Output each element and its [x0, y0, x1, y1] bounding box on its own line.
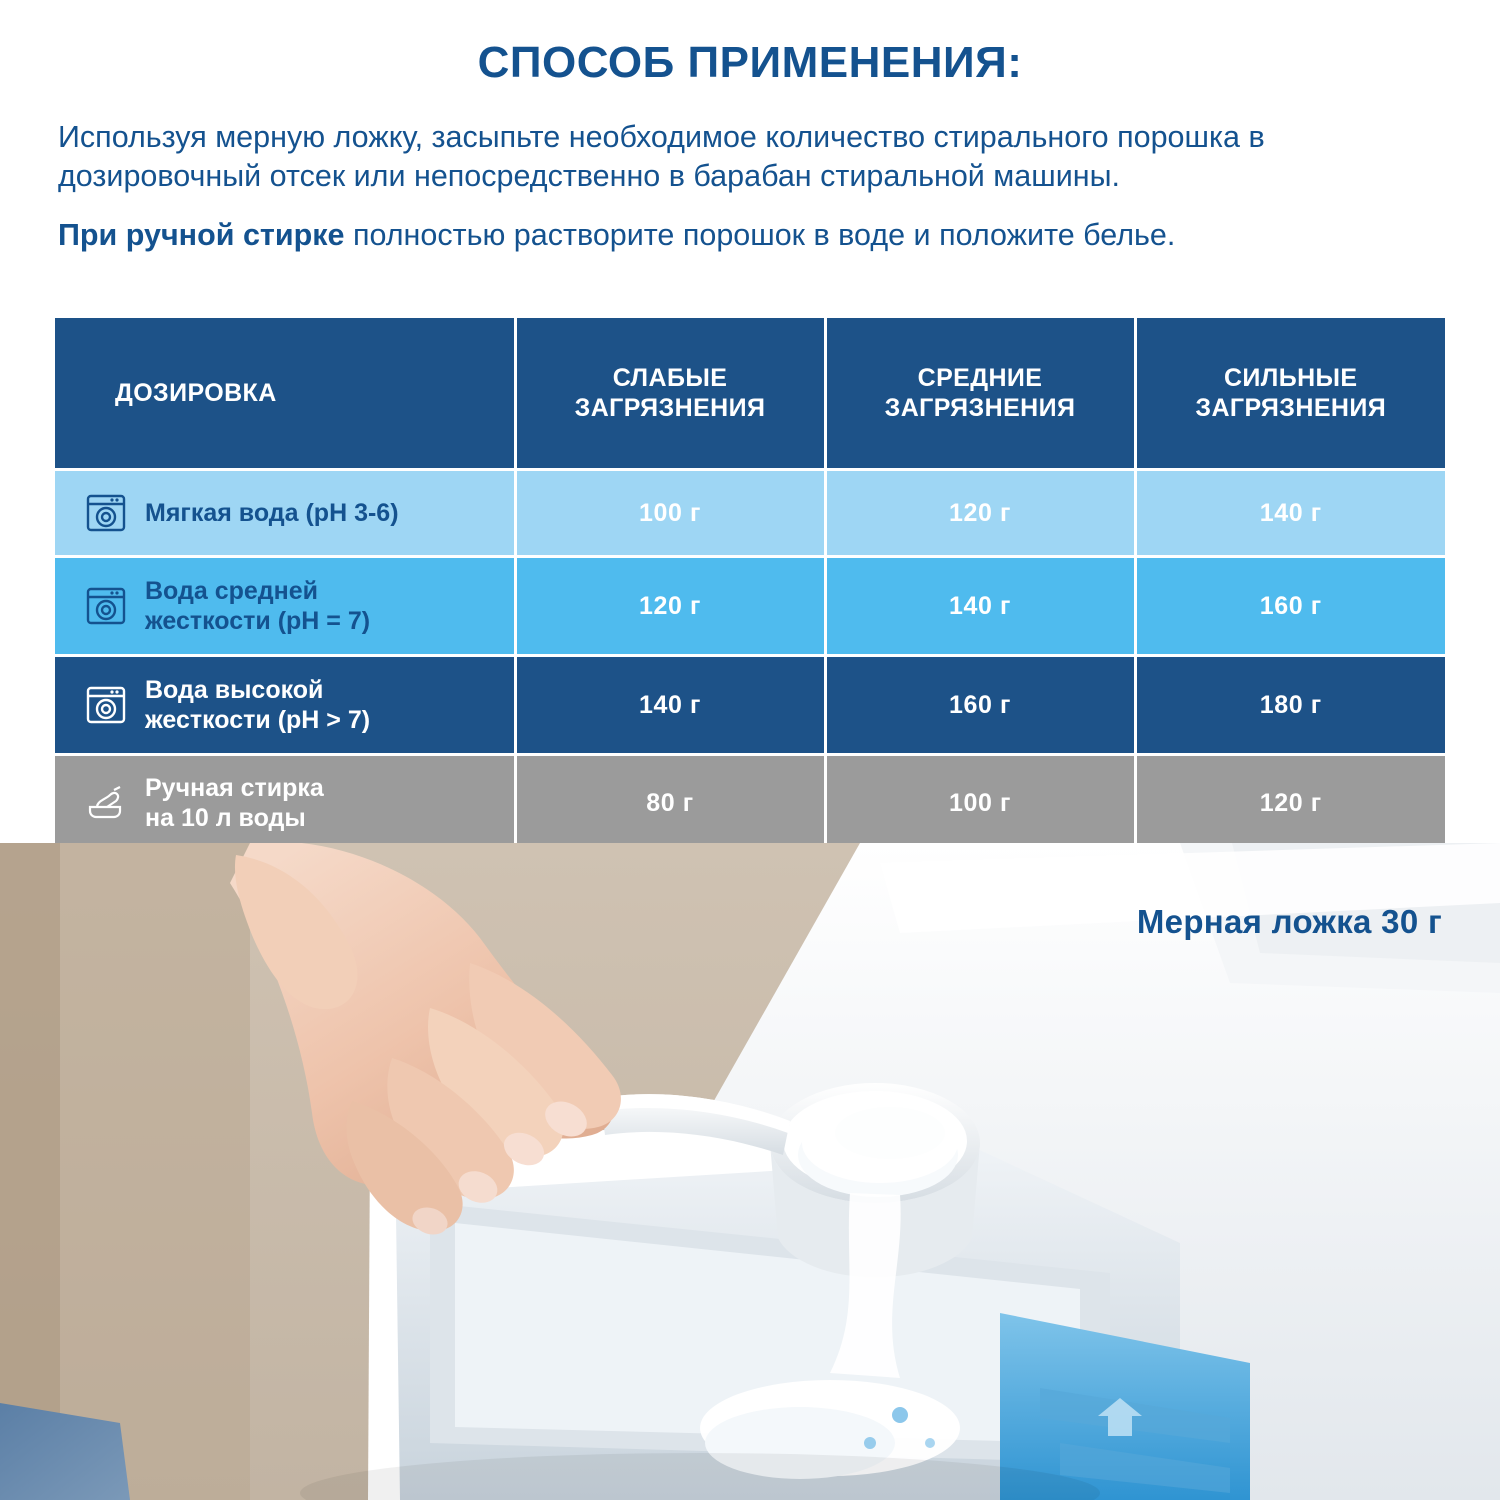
table-body [55, 470, 1445, 851]
washing-machine-icon [83, 583, 129, 629]
table-row [55, 755, 1445, 851]
product-usage-photo [0, 843, 1500, 1500]
row-label-line2: на 10 л воды [145, 804, 306, 832]
cell-medium-heavy: 160 г [1135, 557, 1445, 656]
column-header-medium-soil-line2: ЗАГРЯЗНЕНИЯ [884, 394, 1076, 422]
cell-soft-medium: 120 г [825, 470, 1135, 557]
cell-soft-heavy: 140 г [1135, 470, 1445, 557]
hand-wash-icon [83, 780, 129, 826]
column-header-light-soil-line1: СЛАБЫЕ [612, 363, 728, 392]
column-header-heavy-soil-line2: ЗАГРЯЗНЕНИЯ [1195, 394, 1387, 422]
row-label-text [145, 675, 370, 735]
intro-text: Используя мерную ложку, засыпьте необходимое количество стирального порошка в дозировочный отсек или непосредственно в барабан стиральной машины. [58, 120, 1265, 194]
table-row [55, 557, 1445, 656]
page-title: СПОСОБ ПРИМЕНЕНИЯ: [477, 38, 1023, 87]
row-label-text [145, 576, 370, 636]
column-header-dosage-line1: ДОЗИРОВКА [115, 378, 277, 407]
row-label-text [145, 498, 399, 528]
hand-wash-note [58, 216, 1442, 255]
column-header-light-soil-line2: ЗАГРЯЗНЕНИЯ [574, 394, 766, 422]
cell-medium-medium: 140 г [825, 557, 1135, 656]
dosage-table [55, 318, 1445, 850]
table-row [55, 470, 1445, 557]
column-header-medium-soil-line1: СРЕДНИЕ [917, 363, 1043, 392]
row-label-line1: Мягкая вода (pH 3-6) [145, 499, 399, 527]
row-label-line2: жесткости (pH > 7) [145, 706, 371, 734]
table-header-row [55, 318, 1445, 470]
hand-wash-label: При ручной стирке [58, 218, 345, 253]
column-header-heavy-soil-line1: СИЛЬНЫЕ [1223, 363, 1358, 392]
cell-hand-medium: 100 г [825, 755, 1135, 851]
column-header-light-soil [515, 318, 825, 470]
cell-medium-light: 120 г [515, 557, 825, 656]
spoon-caption: Мерная ложка 30 г [1136, 903, 1442, 940]
cell-hard-light: 140 г [515, 656, 825, 755]
hand-wash-text: полностью растворите порошок в воде и положите белье. [344, 218, 1176, 253]
cell-hard-heavy: 180 г [1135, 656, 1445, 755]
cell-hand-heavy: 120 г [1135, 755, 1445, 851]
cell-soft-light: 100 г [515, 470, 825, 557]
row-label-text [145, 773, 324, 833]
column-header-heavy-soil [1135, 318, 1445, 470]
washing-machine-icon [83, 682, 129, 728]
photo-illustration [0, 843, 1500, 1500]
row-label-hand-wash [55, 755, 515, 851]
column-header-medium-soil [825, 318, 1135, 470]
row-label-line1: Ручная стирка [145, 774, 324, 802]
row-label-line1: Вода высокой [145, 676, 324, 704]
cell-hand-light: 80 г [515, 755, 825, 851]
intro-paragraph [58, 118, 1442, 255]
washing-machine-icon [83, 490, 129, 536]
row-label-line1: Вода средней [145, 577, 319, 605]
column-header-dosage [55, 318, 515, 470]
row-label-line2: жесткости (pH = 7) [145, 607, 371, 635]
row-label-medium-water [55, 557, 515, 656]
cell-hard-medium: 160 г [825, 656, 1135, 755]
table-header [55, 318, 1445, 470]
dosage-table-wrapper [55, 318, 1445, 850]
row-label-soft-water [55, 470, 515, 557]
table-row [55, 656, 1445, 755]
row-label-hard-water [55, 656, 515, 755]
